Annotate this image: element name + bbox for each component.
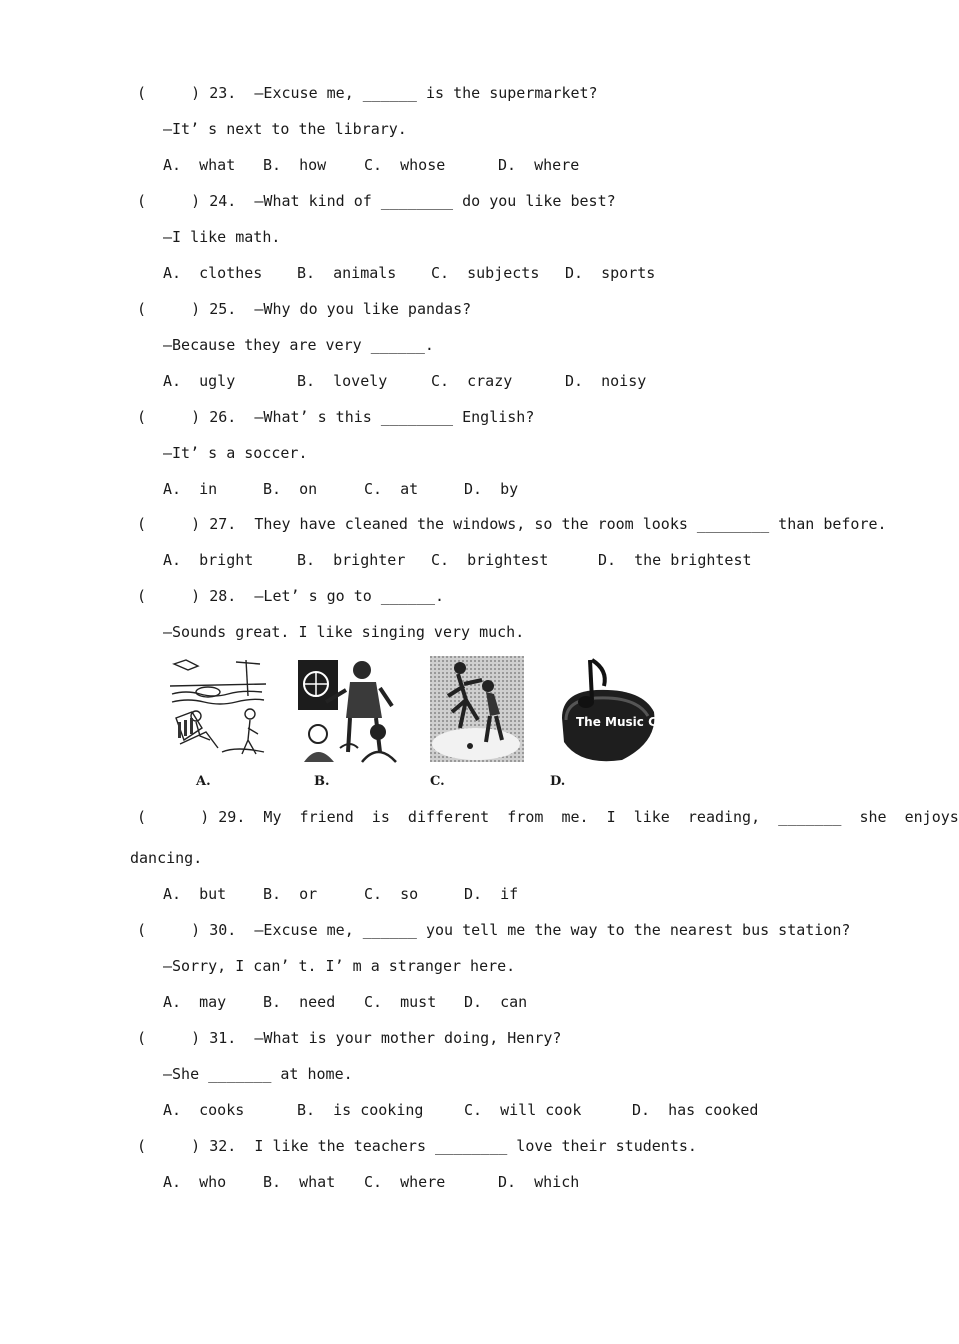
q23-option-b: B. how	[263, 156, 327, 174]
q26-stem: ( ) 26. —What’ s this ________ English?	[137, 408, 535, 426]
q31-option-d: D. has cooked	[632, 1101, 759, 1119]
q27-stem: ( ) 27. They have cleaned the windows, so the room looks ________ than before.	[137, 515, 887, 533]
q25-option-c: C. crazy	[431, 372, 513, 390]
q25-option-a: A. ugly	[163, 372, 236, 390]
q28-picture-d-music-class	[556, 656, 684, 766]
q23-option-d: D. where	[498, 156, 580, 174]
q32-stem: ( ) 32. I like the teachers ________ love their students.	[137, 1137, 697, 1155]
q26-option-b: B. on	[263, 480, 318, 498]
q24-reply: —I like math.	[163, 228, 281, 246]
q28-picture-c-dance	[430, 656, 524, 762]
q30-option-d: D. can	[464, 993, 528, 1011]
q29-option-c: C. so	[364, 885, 419, 903]
q23-stem: ( ) 23. —Excuse me, ______ is the supermarket?	[137, 84, 598, 102]
q31-option-c: C. will cook	[464, 1101, 582, 1119]
q32-option-a: A. who	[163, 1173, 227, 1191]
q23-option-c: C. whose	[364, 156, 446, 174]
q28-stem: ( ) 28. —Let’ s go to ______.	[137, 587, 445, 605]
q30-option-a: A. may	[163, 993, 227, 1011]
q23-option-a: A. what	[163, 156, 236, 174]
q25-reply: —Because they are very ______.	[163, 336, 434, 354]
q24-option-d: D. sports	[565, 264, 656, 282]
q29-option-a: A. but	[163, 885, 227, 903]
q28-picture-b-label: B.	[314, 774, 330, 789]
q32-option-b: B. what	[263, 1173, 336, 1191]
q30-reply: —Sorry, I can’ t. I’ m a stranger here.	[163, 957, 516, 975]
q24-option-a: A. clothes	[163, 264, 263, 282]
q27-option-b: B. brighter	[297, 551, 406, 569]
q27-option-d: D. the brightest	[598, 551, 752, 569]
q28-picture-a-beach	[166, 656, 270, 760]
q28-reply: —Sounds great. I like singing very much.	[163, 623, 525, 641]
q31-option-b: B. is cooking	[297, 1101, 424, 1119]
q25-option-d: D. noisy	[565, 372, 647, 390]
q31-option-a: A. cooks	[163, 1101, 245, 1119]
q28-picture-b-classroom	[296, 656, 400, 764]
q24-option-c: C. subjects	[431, 264, 540, 282]
q31-reply: —She _______ at home.	[163, 1065, 353, 1083]
q23-reply: —It’ s next to the library.	[163, 120, 407, 138]
q28-picture-d-label: D.	[550, 774, 566, 789]
q24-stem: ( ) 24. —What kind of ________ do you like best?	[137, 192, 616, 210]
q29-stem-continued: dancing.	[130, 849, 203, 867]
q28-picture-a-label: A.	[196, 774, 211, 789]
q26-option-a: A. in	[163, 480, 218, 498]
q29-option-b: B. or	[263, 885, 318, 903]
q32-option-c: C. where	[364, 1173, 446, 1191]
q24-option-b: B. animals	[297, 264, 397, 282]
q26-reply: —It’ s a soccer.	[163, 444, 308, 462]
q27-option-a: A. bright	[163, 551, 254, 569]
music-logo-text: The Music Class	[576, 715, 684, 729]
q29-option-d: D. if	[464, 885, 519, 903]
q32-option-d: D. which	[498, 1173, 580, 1191]
q30-option-b: B. need	[263, 993, 336, 1011]
q25-option-b: B. lovely	[297, 372, 388, 390]
q28-picture-c-label: C.	[430, 774, 445, 789]
q28-picture-options	[166, 656, 684, 796]
q29-stem: ( ) 29. My friend is different from me. I like reading, _______ she enjoys	[137, 808, 959, 826]
q25-stem: ( ) 25. —Why do you like pandas?	[137, 300, 472, 318]
q26-option-d: D. by	[464, 480, 519, 498]
q30-stem: ( ) 30. —Excuse me, ______ you tell me the way to the nearest bus station?	[137, 921, 851, 939]
q31-stem: ( ) 31. —What is your mother doing, Henry?	[137, 1029, 562, 1047]
q27-option-c: C. brightest	[431, 551, 549, 569]
q26-option-c: C. at	[364, 480, 419, 498]
q30-option-c: C. must	[364, 993, 437, 1011]
